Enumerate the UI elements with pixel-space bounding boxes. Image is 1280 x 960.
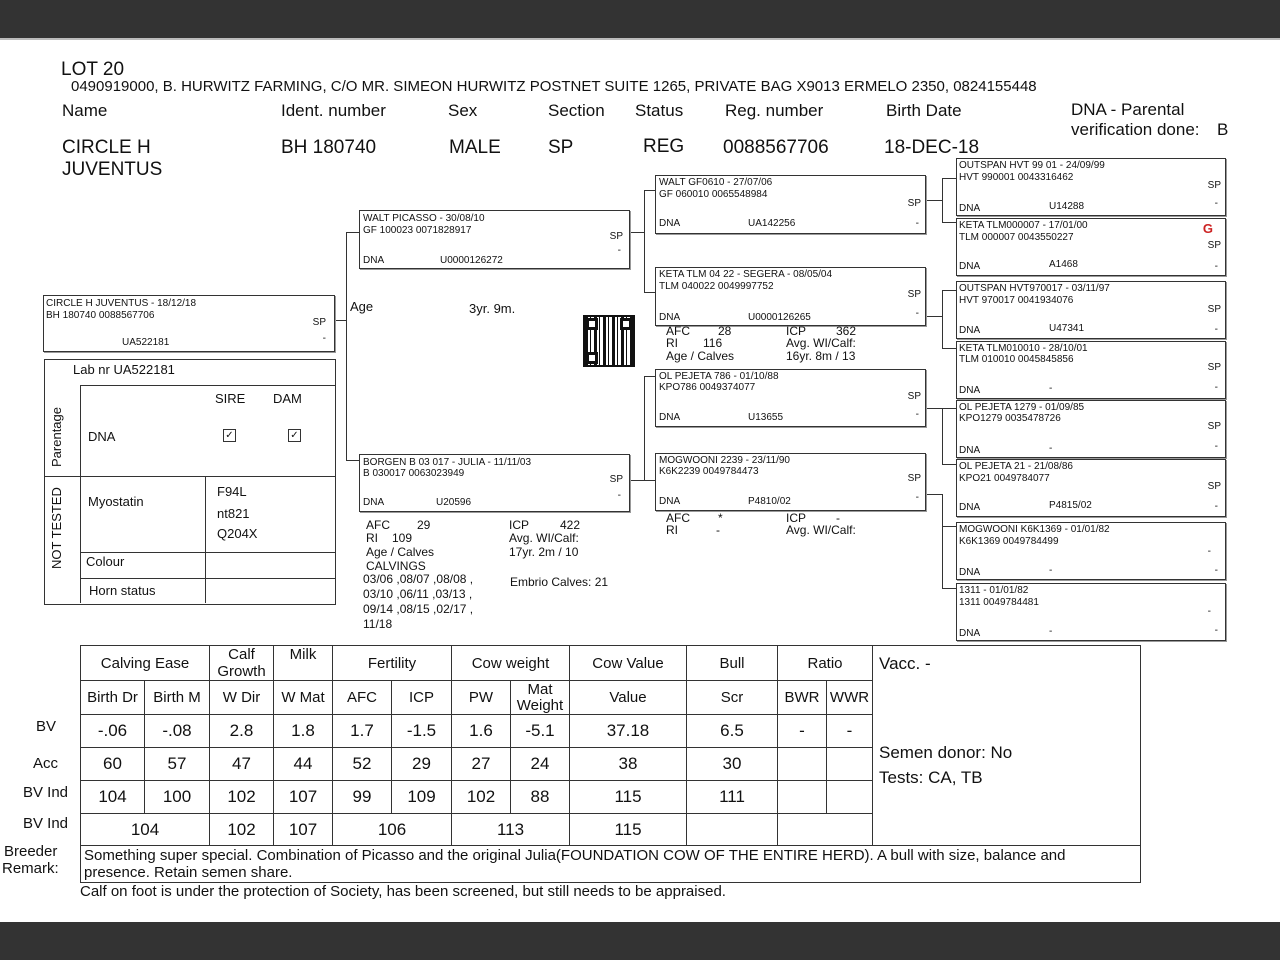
box-title: MOGWOONI K6K1369 - 01/01/82 xyxy=(959,524,1110,535)
sub-header: Birth M xyxy=(145,681,210,715)
sub-header: Birth Dr xyxy=(81,681,145,715)
bvind-group-cell: 113 xyxy=(452,814,570,846)
bvind-cell: 102 xyxy=(210,781,274,814)
pgd-icp-label: ICP xyxy=(786,324,807,338)
acc-cell xyxy=(827,748,873,781)
sub-header: Mat Weight xyxy=(511,681,570,715)
animal-birth: 18-DEC-18 xyxy=(884,137,980,158)
bv-cell: 2.8 xyxy=(210,715,274,748)
calving-dates: 11/18 xyxy=(363,617,393,631)
box-dna-label: DNA xyxy=(959,261,981,272)
connector xyxy=(644,190,645,292)
bvind-cell xyxy=(827,781,873,814)
box-title: OL PEJETA 21 - 21/08/86 xyxy=(959,461,1073,472)
connector xyxy=(942,408,943,464)
bvind-cell: 88 xyxy=(511,781,570,814)
box-dash: - xyxy=(915,409,919,420)
pedigree-box-ggp-3 xyxy=(956,281,1226,339)
box-title: BORGEN B 03 017 - JULIA - 11/11/03 xyxy=(363,457,532,468)
connector xyxy=(925,494,942,495)
box-title: OUTSPAN HVT970017 - 03/11/97 xyxy=(959,283,1110,294)
box-dash: - xyxy=(1214,625,1218,636)
sire-column-label: SIRE xyxy=(215,391,246,406)
header-dna1: DNA - Parental xyxy=(1071,100,1185,119)
box-title: OL PEJETA 786 - 01/10/88 xyxy=(659,371,779,382)
box-dash: - xyxy=(1214,441,1218,452)
bv-cell: -1.5 xyxy=(392,715,452,748)
pedigree-box-maternal-granddam xyxy=(655,453,926,511)
bvind-cell: 100 xyxy=(145,781,210,814)
sub-header: Value xyxy=(570,681,687,715)
box-ident: K6K2239 0049784473 xyxy=(659,466,759,477)
box-section: SP xyxy=(1207,362,1221,373)
bvind-cell xyxy=(778,781,827,814)
box-section: SP xyxy=(907,391,921,402)
myostatin-value: F94L xyxy=(217,484,247,499)
pedigree-box-dam xyxy=(359,454,630,512)
horn-status-label: Horn status xyxy=(89,583,156,598)
bvind-group-cell xyxy=(778,814,873,846)
connector xyxy=(334,320,346,321)
group-header: Calf Growth xyxy=(210,646,274,681)
top-bar xyxy=(0,0,1280,40)
box-section: SP xyxy=(907,289,921,300)
bv-cell: -.08 xyxy=(145,715,210,748)
acc-cell: 44 xyxy=(274,748,333,781)
bottom-bar xyxy=(0,922,1280,960)
sub-header: W Mat xyxy=(274,681,333,715)
footer-note: Calf on foot is under the protection of Society, has been screened, but still needs to be appraised. xyxy=(80,883,726,900)
bv-cell: - xyxy=(778,715,827,748)
box-dna-label: DNA xyxy=(959,385,981,396)
row-label-bv: BV xyxy=(36,718,57,735)
pedigree-box-paternal-grandsire xyxy=(655,175,926,234)
box-ident: B 030017 0063023949 xyxy=(363,468,465,479)
box-ident: TLM 040022 0049997752 xyxy=(659,281,774,292)
connector xyxy=(644,376,645,480)
box-dna-number: - xyxy=(1049,443,1053,454)
box-title: OL PEJETA 1279 - 01/09/85 xyxy=(959,402,1085,413)
box-dna-label: DNA xyxy=(659,496,681,507)
connector xyxy=(942,290,943,348)
connector xyxy=(629,232,644,233)
box-section: SP xyxy=(1207,240,1221,251)
acc-cell: 57 xyxy=(145,748,210,781)
box-dna-label: DNA xyxy=(959,628,981,639)
pedigree-box-maternal-grandsire xyxy=(655,369,926,427)
vaccination: Vacc. - xyxy=(879,654,931,673)
group-header: Cow Value xyxy=(570,646,687,681)
box-dash: - xyxy=(1214,261,1218,272)
box-title: WALT GF0610 - 27/07/06 xyxy=(659,177,773,188)
age-value: 3yr. 9m. xyxy=(469,301,516,316)
box-dash: - xyxy=(1207,546,1211,557)
box-section: SP xyxy=(1207,481,1221,492)
dam-calvings-label: CALVINGS xyxy=(366,559,426,573)
dam-ri-label: RI xyxy=(366,531,378,545)
connector xyxy=(346,232,360,233)
box-dna-number: U13655 xyxy=(748,412,784,423)
dam-afc-label: AFC xyxy=(366,518,390,532)
remark-line: Something super special. Combination of Picasso and the original Julia(FOUNDATION COW OF THE ENTIRE HERD). A bull with size, balance and xyxy=(84,847,1066,864)
bvind-cell: 99 xyxy=(333,781,392,814)
pgd-agecalves: 16yr. 8m / 13 xyxy=(786,349,856,363)
box-dna-number: P4810/02 xyxy=(748,496,791,507)
box-dash: - xyxy=(1214,565,1218,576)
box-section: SP xyxy=(907,473,921,484)
box-section: SP xyxy=(1207,304,1221,315)
sub-header: W Dir xyxy=(210,681,274,715)
box-title: MOGWOONI 2239 - 23/11/90 xyxy=(659,455,790,466)
calving-dates: 09/14 ,08/15 ,02/17 , xyxy=(363,602,474,616)
dam-column-label: DAM xyxy=(273,391,302,406)
box-ident: KPO1279 0035478726 xyxy=(959,413,1061,424)
lab-number: Lab nr UA522181 xyxy=(73,362,175,377)
connector xyxy=(346,460,360,461)
box-ident: KPO786 0049374077 xyxy=(659,382,756,393)
box-ident: GF 100023 0071828917 xyxy=(363,225,472,236)
animal-sex: MALE xyxy=(449,137,501,158)
pedigree-box-ggp-7 xyxy=(956,522,1226,580)
lot-number: LOT 20 xyxy=(61,59,125,80)
box-title: CIRCLE H JUVENTUS - 18/12/18 xyxy=(46,298,197,309)
sire-dna-checkbox: ✓ xyxy=(223,429,236,442)
header-section: Section xyxy=(548,101,605,120)
connector xyxy=(925,200,942,201)
acc-cell xyxy=(778,748,827,781)
bv-cell: 6.5 xyxy=(687,715,778,748)
embrio-calves: Embrio Calves: 21 xyxy=(510,575,609,589)
remark-label-1: Breeder xyxy=(4,843,58,860)
box-dna-label: DNA xyxy=(959,203,981,214)
box-dash: - xyxy=(1214,198,1218,209)
box-title: KETA TLM 04 22 - SEGERA - 08/05/04 xyxy=(659,269,833,280)
box-dna-label: DNA xyxy=(659,312,681,323)
box-section: SP xyxy=(1207,421,1221,432)
box-ident: BH 180740 0088567706 xyxy=(46,310,155,321)
remark-label-2: Remark: xyxy=(2,860,59,877)
animal-reg: 0088567706 xyxy=(723,137,829,158)
bvind-group-cell xyxy=(687,814,778,846)
header-name: Name xyxy=(62,101,108,120)
mgd-afc-label: AFC xyxy=(666,511,690,525)
animal-section: SP xyxy=(548,137,574,158)
animal-name-2: JUVENTUS xyxy=(62,159,163,180)
pgd-avg-label: Avg. WI/Calf: xyxy=(786,336,856,350)
dam-afc: 29 xyxy=(417,518,431,532)
sub-header: ICP xyxy=(392,681,452,715)
acc-cell: 30 xyxy=(687,748,778,781)
acc-cell: 52 xyxy=(333,748,392,781)
tests: Tests: CA, TB xyxy=(879,768,983,787)
pgd-icp: 362 xyxy=(836,324,857,338)
bvind-group-cell: 106 xyxy=(333,814,452,846)
box-ident: HVT 970017 0041934076 xyxy=(959,295,1074,306)
box-dna-number: U14288 xyxy=(1049,201,1085,212)
box-dna-number: A1468 xyxy=(1049,259,1078,270)
pgd-ri-label: RI xyxy=(666,336,678,350)
semen-donor: Semen donor: No xyxy=(879,743,1013,762)
notes-cell xyxy=(873,646,1141,846)
connector xyxy=(942,494,943,588)
connector xyxy=(942,348,956,349)
owner-line: 0490919000, B. HURWITZ FARMING, C/O MR. SIMEON HURWITZ POSTNET SUITE 1265, PRIVATE BAG X9013 ERMELO 2350, 0824155448 xyxy=(71,78,1037,95)
box-dna-label: DNA xyxy=(659,218,681,229)
header-ident: Ident. number xyxy=(281,101,386,120)
group-header: Bull xyxy=(687,646,778,681)
connector xyxy=(942,178,943,222)
box-section: SP xyxy=(907,198,921,209)
box-dna-number: - xyxy=(1049,383,1053,394)
box-dna-number: UA522181 xyxy=(122,337,170,348)
box-title: OUTSPAN HVT 99 01 - 24/09/99 xyxy=(959,160,1105,171)
sub-header: Scr xyxy=(687,681,778,715)
bvind-cell: 102 xyxy=(452,781,511,814)
pgd-agecalves-label: Age / Calves xyxy=(666,349,735,363)
bvind-group-cell: 115 xyxy=(570,814,687,846)
myostatin-value: Q204X xyxy=(217,526,258,541)
mgd-icp-label: ICP xyxy=(786,511,807,525)
header-status: Status xyxy=(635,101,684,120)
mgd-avg-label: Avg. WI/Calf: xyxy=(786,523,856,537)
myostatin-label: Myostatin xyxy=(88,494,144,509)
breeding-values-table xyxy=(80,645,1141,883)
bv-cell: 37.18 xyxy=(570,715,687,748)
bvind-cell: 109 xyxy=(392,781,452,814)
box-dna-number: U0000126265 xyxy=(748,312,811,323)
box-dna-label: DNA xyxy=(959,502,981,513)
box-dna-number: - xyxy=(1049,565,1053,576)
pedigree-box-ggp-6 xyxy=(956,459,1226,517)
box-dash: - xyxy=(915,492,919,503)
header-dna2: verification done: xyxy=(1071,120,1200,139)
bv-cell: - xyxy=(827,715,873,748)
acc-cell: 60 xyxy=(81,748,145,781)
box-section: SP xyxy=(312,317,326,328)
bv-cell: 1.6 xyxy=(452,715,511,748)
connector xyxy=(346,232,347,460)
box-dash: - xyxy=(1214,382,1218,393)
connector xyxy=(942,222,956,223)
header-dna-value: B xyxy=(1217,120,1229,139)
bvind-cell: 107 xyxy=(274,781,333,814)
acc-cell: 29 xyxy=(392,748,452,781)
box-dna-label: DNA xyxy=(959,567,981,578)
connector xyxy=(629,480,644,481)
bv-cell: -5.1 xyxy=(511,715,570,748)
header-reg: Reg. number xyxy=(725,101,824,120)
remark-line: presence. Retain semen share. xyxy=(84,864,293,881)
pedigree-box-ggp-4 xyxy=(956,341,1226,399)
pedigree-box-ggp-8 xyxy=(956,583,1226,641)
box-ident: KPO21 0049784077 xyxy=(959,473,1050,484)
sub-header: PW xyxy=(452,681,511,715)
mgd-icp: - xyxy=(836,511,840,525)
acc-cell: 24 xyxy=(511,748,570,781)
box-ident: K6K1369 0049784499 xyxy=(959,536,1059,547)
mgd-ri-label: RI xyxy=(666,523,678,537)
box-dash: - xyxy=(617,490,621,501)
box-title: KETA TLM010010 - 28/10/01 xyxy=(959,343,1088,354)
box-dash: - xyxy=(915,218,919,229)
pgd-afc: 28 xyxy=(718,324,732,338)
sub-header: AFC xyxy=(333,681,392,715)
bv-cell: 1.8 xyxy=(274,715,333,748)
group-header: Cow weight xyxy=(452,646,570,681)
bv-cell: 1.7 xyxy=(333,715,392,748)
box-title: KETA TLM000007 - 17/01/00 xyxy=(959,220,1088,231)
not-tested-label: NOT TESTED xyxy=(49,487,64,569)
bvind-group-cell: 104 xyxy=(81,814,210,846)
parentage-label: Parentage xyxy=(49,407,64,467)
dna-row-label: DNA xyxy=(88,429,116,444)
box-ident: GF 060010 0065548984 xyxy=(659,189,768,200)
breeder-remark xyxy=(81,846,1141,883)
acc-cell: 47 xyxy=(210,748,274,781)
box-dna-number: UA142256 xyxy=(748,218,796,229)
connector xyxy=(942,526,956,527)
connector xyxy=(942,408,956,409)
connector xyxy=(942,588,956,589)
group-header: Fertility xyxy=(333,646,452,681)
dam-agecalves-label: Age / Calves xyxy=(366,545,435,559)
box-section: SP xyxy=(609,474,623,485)
box-dna-number: U20596 xyxy=(436,497,472,508)
connector xyxy=(942,290,956,291)
connector xyxy=(925,408,942,409)
pedigree-box-self xyxy=(43,295,335,352)
box-dna-number: - xyxy=(1049,626,1053,637)
box-dash: - xyxy=(617,245,621,256)
box-title: 1311 - 01/01/82 xyxy=(959,585,1029,596)
dam-ri: 109 xyxy=(392,531,413,545)
pedigree-box-paternal-granddam xyxy=(655,267,926,326)
dam-agecalves: 17yr. 2m / 10 xyxy=(509,545,579,559)
box-dna-label: DNA xyxy=(363,255,385,266)
box-dna-label: DNA xyxy=(363,497,385,508)
bvind-group-cell: 107 xyxy=(274,814,333,846)
box-ident: TLM 010010 0045845856 xyxy=(959,354,1074,365)
box-ident: TLM 000007 0043550227 xyxy=(959,232,1074,243)
genetic-logo-icon: G xyxy=(1202,221,1213,236)
box-section: SP xyxy=(1207,180,1221,191)
dam-avg-label: Avg. WI/Calf: xyxy=(509,531,579,545)
box-dna-label: DNA xyxy=(959,325,981,336)
box-dash: - xyxy=(1207,606,1211,617)
dam-icp: 422 xyxy=(560,518,581,532)
box-dash: - xyxy=(915,308,919,319)
connector xyxy=(942,464,956,465)
box-dna-number: U47341 xyxy=(1049,323,1085,334)
box-dash: - xyxy=(322,333,326,344)
box-section: SP xyxy=(609,231,623,242)
pedigree-box-sire xyxy=(359,210,630,269)
age-label: Age xyxy=(350,299,374,314)
box-dash: - xyxy=(1214,324,1218,335)
animal-ident: BH 180740 xyxy=(281,137,377,158)
animal-status: REG xyxy=(643,136,685,157)
header-birth: Birth Date xyxy=(886,101,962,120)
connector xyxy=(925,316,942,317)
bv-cell: -.06 xyxy=(81,715,145,748)
pedigree-box-ggp-2 xyxy=(956,218,1226,276)
animal-name-1: CIRCLE H xyxy=(62,137,151,158)
row-label-bvind-2: BV Ind xyxy=(23,815,69,832)
bvind-cell: 115 xyxy=(570,781,687,814)
myostatin-value: nt821 xyxy=(217,506,250,521)
box-dna-label: DNA xyxy=(659,412,681,423)
pgd-ri: 116 xyxy=(703,336,723,350)
box-dna-number: P4815/02 xyxy=(1049,500,1092,511)
calving-dates: 03/10 ,06/11 ,03/13 , xyxy=(363,587,473,601)
connector xyxy=(942,178,956,179)
bvind-cell: 104 xyxy=(81,781,145,814)
row-label-acc: Acc xyxy=(33,755,59,772)
acc-cell: 27 xyxy=(452,748,511,781)
box-ident: 1311 0049784481 xyxy=(959,597,1039,608)
dam-dna-checkbox: ✓ xyxy=(288,429,301,442)
qr-code xyxy=(583,315,635,367)
box-dna-number: U0000126272 xyxy=(440,255,503,266)
pedigree-box-ggp-1 xyxy=(956,158,1226,216)
calving-dates: 03/06 ,08/07 ,08/08 , xyxy=(363,572,474,586)
pgd-afc-label: AFC xyxy=(666,324,690,338)
dam-icp-label: ICP xyxy=(509,518,530,532)
header-sex: Sex xyxy=(448,101,478,120)
pedigree-box-ggp-5 xyxy=(956,400,1226,458)
group-header: Ratio xyxy=(778,646,873,681)
row-label-bvind: BV Ind xyxy=(23,784,69,801)
box-dna-label: DNA xyxy=(959,445,981,456)
mgd-afc: * xyxy=(718,511,723,525)
bvind-cell: 111 xyxy=(687,781,778,814)
sub-header: BWR xyxy=(778,681,827,715)
mgd-ri: - xyxy=(716,523,720,537)
box-title: WALT PICASSO - 30/08/10 xyxy=(363,213,485,224)
sub-header: WWR xyxy=(827,681,873,715)
colour-label: Colour xyxy=(86,554,125,569)
group-header: Milk xyxy=(274,646,333,681)
acc-cell: 38 xyxy=(570,748,687,781)
group-header: Calving Ease xyxy=(81,646,210,681)
bvind-group-cell: 102 xyxy=(210,814,274,846)
box-ident: HVT 990001 0043316462 xyxy=(959,172,1074,183)
box-dash: - xyxy=(1214,501,1218,512)
